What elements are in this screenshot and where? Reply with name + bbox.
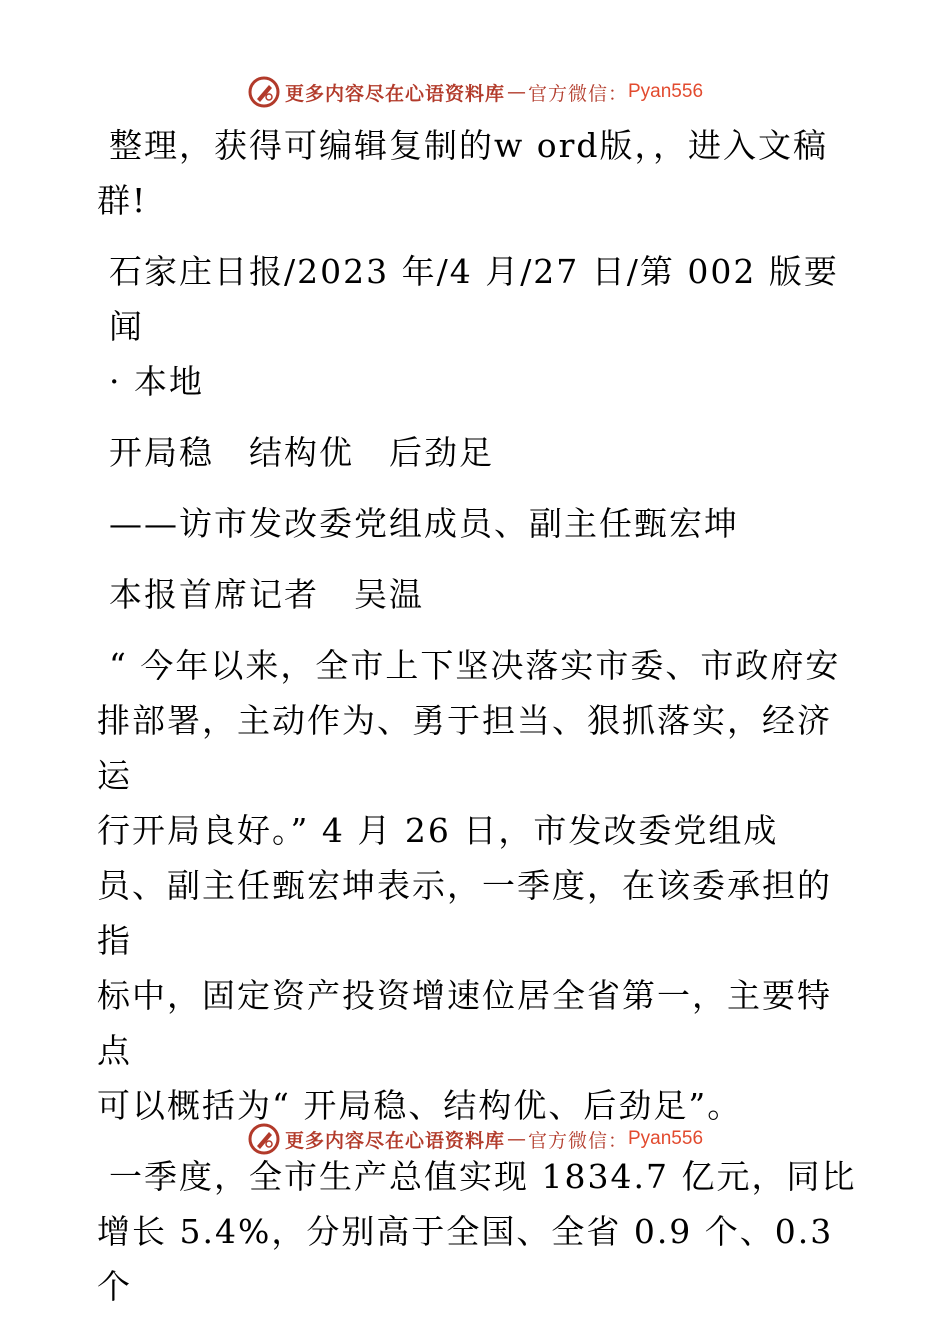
body-paragraph bbox=[97, 638, 857, 1133]
banner-wechat-id: Pyan556 bbox=[628, 81, 704, 102]
source-line bbox=[97, 244, 857, 409]
header-banner bbox=[0, 72, 950, 112]
text-line: “ 今年以来，全市上下坚决落实市委、市政府安 bbox=[109, 646, 841, 685]
intro-paragraph bbox=[97, 118, 857, 228]
footer-banner bbox=[0, 1119, 950, 1159]
banner-wechat-label: 官方微信： bbox=[527, 82, 628, 105]
pen-logo-icon bbox=[247, 1122, 281, 1156]
banner-text: 更多内容尽在心语资料库 bbox=[284, 1129, 505, 1152]
text-line: ——访市发改委党组成员、副主任甄宏坤 bbox=[109, 504, 739, 543]
pen-logo-icon bbox=[247, 75, 281, 109]
text-line: 排部署，主动作为、勇于担当、狠抓落实，经济运 bbox=[97, 701, 832, 795]
text-line: 群! bbox=[97, 181, 148, 220]
text-line: 开局稳 结构优 后劲足 bbox=[109, 433, 494, 472]
text-line: 行开局良好。” 4 月 26 日，市发改委党组成 bbox=[97, 811, 779, 850]
banner-wechat-id: Pyan556 bbox=[628, 1128, 704, 1149]
banner-dash: — bbox=[506, 81, 526, 103]
article-subtitle bbox=[97, 496, 857, 551]
text-line: 一季度，全市生产总值实现 1834.7 亿元，同比 bbox=[109, 1157, 857, 1196]
text-line: 本报首席记者 吴温 bbox=[109, 575, 424, 614]
text-line: 标中，固定资产投资增速位居全省第一，主要特点 bbox=[97, 976, 832, 1070]
banner-text: 更多内容尽在心语资料库 bbox=[284, 82, 505, 105]
body-paragraph bbox=[97, 1149, 857, 1314]
text-line: 整理，获得可编辑复制的w ord版，，进入文稿 bbox=[109, 126, 829, 165]
text-line: · 本地 bbox=[109, 362, 204, 401]
text-line: 可以概括为“ 开局稳、结构优、后劲足”。 bbox=[97, 1086, 743, 1125]
text-line: 增长 5.4%，分别高于全国、全省 0.9 个、0.3个 bbox=[97, 1212, 834, 1306]
text-line: 石家庄日报/2023 年/4 月/27 日/第 002 版要闻 bbox=[109, 252, 839, 346]
article-title bbox=[97, 425, 857, 480]
article-byline bbox=[97, 567, 857, 622]
banner-dash: — bbox=[506, 1128, 526, 1150]
banner-wechat-label: 官方微信： bbox=[527, 1129, 628, 1152]
text-line: 员、副主任甄宏坤表示，一季度，在该委承担的指 bbox=[97, 866, 832, 960]
